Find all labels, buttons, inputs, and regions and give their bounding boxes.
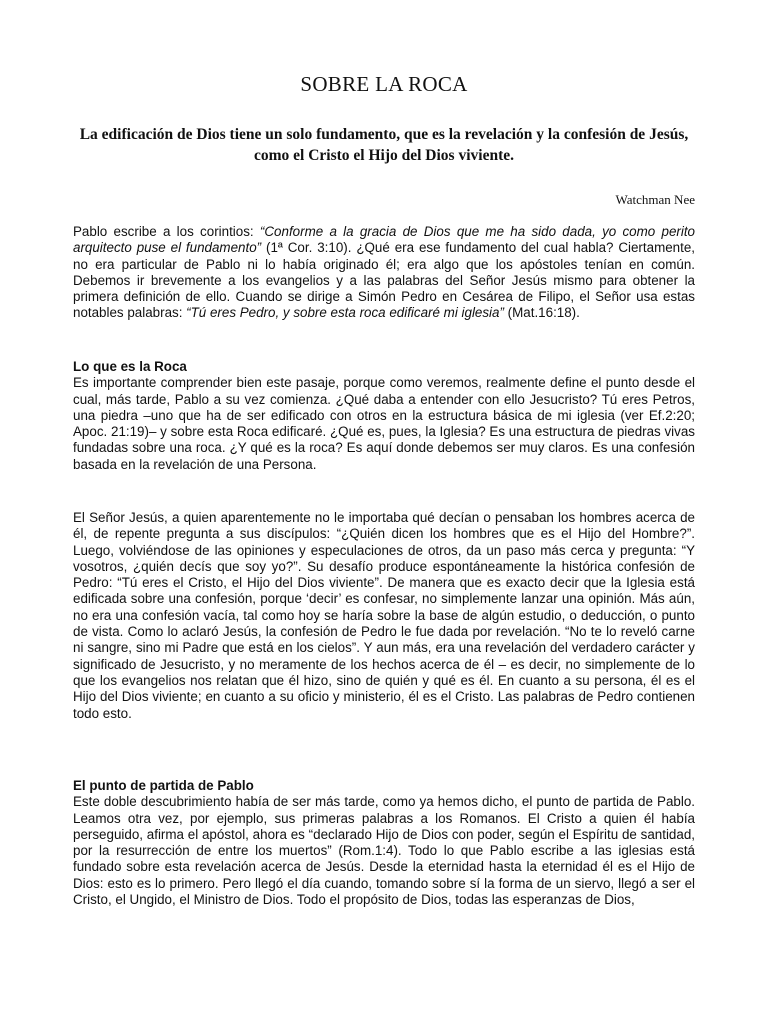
intro-text-3: (Mat.16:18). <box>503 305 580 321</box>
intro-quote-1: “Conforme a la gracia de Dios que me ha sido dada, yo como perito arquitecto puse el fundamento” <box>73 224 696 256</box>
section-paragraph: El Señor Jesús, a quien aparentemente no le importaba qué decían o pensaban los hombres acerca de él, de repente pregunta a sus discípulos: “¿Quién dicen los hombres que es el Hijo del Hombre?”. Luego, volviéndose de las opiniones y especulaciones de otros, da un paso más cerca y pregunta: “Y vosotros, ¿quién decís que soy yo?”. Su desafío produce espontáneamente la histórica confesión de Pedro: “Tú eres el Cristo, el Hijo del Dios viviente”. De manera que es exacto decir que la Iglesia está edificada sobre una confesión, porque ‘decir’ es confesar, no simplemente lanzar una opinión. Más aún, no era una confesión vacía, tal como hoy se haría sobre la base de algún estudio, o deducción, o punto de vista. Como lo aclaró Jesús, la confesión de Pedro le fue dada por revelación. “No te lo reveló carne ni sangre, sino mi Padre que está en los cielos”. Y aun más, era una revelación del verdadero carácter y significado de Jesucristo, y no meramente de los hechos acerca de él – es decir, no simplemente de lo que los evangelios nos relatan que él hizo, sino de quién y qué es él. En cuanto a su persona, él es el Hijo del Dios viviente; en cuanto a su oficio y ministerio, él es el Cristo. Las palabras de Pedro contienen todo esto. <box>73 510 695 721</box>
intro-paragraph <box>73 224 695 322</box>
section-heading: El punto de partida de Pablo <box>73 778 254 793</box>
section-paul <box>73 778 695 908</box>
intro-text-1: Pablo escribe a los corintios: <box>73 224 260 239</box>
section-paragraph: Es importante comprender bien este pasaje, porque como veremos, realmente define el punto desde el cual, más tarde, Pablo a su vez comienza. ¿Qué daba a entender con ello Jesucristo? Tú eres Petros, una piedra –uno que ha de ser edificado con otros en la estructura básica de mi iglesia (ver Ef.2:20; Apoc. 21:19)– y sobre esta Roca edificaré. ¿Qué es, pues, la Iglesia? Es una estructura de piedras vivas fundadas sobre una roca. ¿Y qué es la roca? Es aquí donde debemos ser muy claros. Es una confesión basada en la revelación de una Persona. <box>73 375 695 472</box>
section-paragraph: Este doble descubrimiento había de ser más tarde, como ya hemos dicho, el punto de partida de Pablo. Leamos otra vez, por ejemplo, sus primeras palabras a los Romanos. El Cristo a quien él había perseguido, afirma el apóstol, ahora es “declarado Hijo de Dios con poder, según el Espíritu de santidad, por la resurrección de entre los muertos” (Rom.1:4). Todo lo que Pablo escribe a las iglesias está fundado sobre esta revelación acerca de Jesús. Desde la eternidad hasta la eternidad él es el Hijo de Dios: esto es lo primero. Pero llegó el día cuando, tomando sobre sí la forma de un siervo, llegó a ser el Cristo, el Ungido, el Ministro de Dios. Todo el propósito de Dios, todas las esperanzas de Dios, <box>73 794 695 908</box>
intro-quote-2: “Tú eres Pedro, y sobre esta roca edificaré mi iglesia” <box>186 305 504 321</box>
section-heading: Lo que es la Roca <box>73 359 187 374</box>
author-name: Watchman Nee <box>615 192 695 207</box>
intro-text-2: (1ª Cor. 3:10). ¿Qué era ese fundamento del cual habla? Ciertamente, no era particular de Pablo ni lo había originado él; era algo que los apóstoles tenían en común. Debemos ir brevemente a los evangelios y a las palabras del Señor Jesús mismo para obtener la primera definición de ello. Cuando se dirige a Simón Pedro en Cesárea de Filipo, el Señor usa estas notables palabras: <box>73 240 696 321</box>
document-title: SOBRE LA ROCA <box>300 72 468 96</box>
section-rock <box>73 359 695 473</box>
document-subtitle: La edificación de Dios tiene un solo fundamento, que es la revelación y la confesión de Jesús, como el Cristo el Hijo del Dios viviente. <box>79 126 689 164</box>
